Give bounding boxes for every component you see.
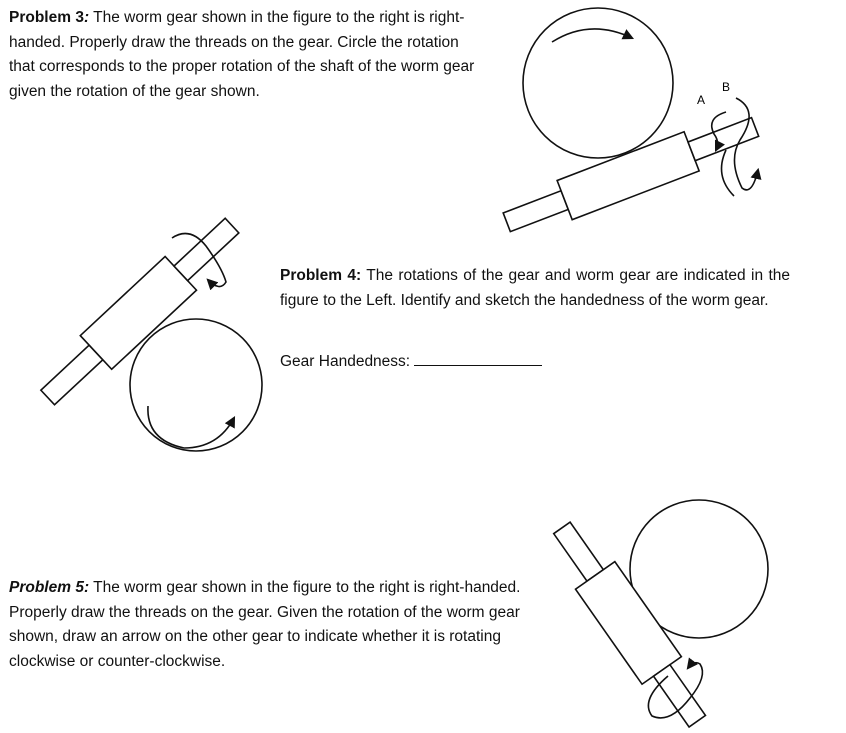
rotation-b-arrow (734, 98, 758, 190)
problem-4-body: The rotations of the gear and worm gear are indicated in the figure to the Left. Identify and sketch the handedness of the worm gear. (280, 267, 790, 309)
gear-handedness-label: Gear Handedness: (280, 353, 411, 370)
figure-4 (32, 209, 262, 451)
problem-5-body: The worm gear shown in the figure to the right is right-handed. Properly draw the threads on the gear. Given the rotation of the worm gear shown, draw an arrow on the other gear to indicate whether it is rotating clockwise or counter-clockwise. (9, 579, 521, 670)
problem-3-title: Problem 3: (9, 9, 90, 26)
gear-3 (523, 8, 673, 158)
label-b: B (722, 80, 731, 94)
problem-4-title: Problem 4: (280, 267, 362, 284)
label-a: A (697, 93, 706, 107)
rotation-b-curl (722, 150, 735, 196)
figure-3 (499, 8, 762, 242)
figure-5 (542, 500, 768, 733)
problem-3-body: The worm gear shown in the figure to the right is right-handed. Properly draw the threads on the gear. Circle the rotation that corresponds to the proper rotation of the shaft of the worm gear given the rotation of the gear shown. (9, 9, 475, 100)
gear-4 (130, 319, 262, 451)
problem-5-title: Problem 5: (9, 579, 90, 596)
